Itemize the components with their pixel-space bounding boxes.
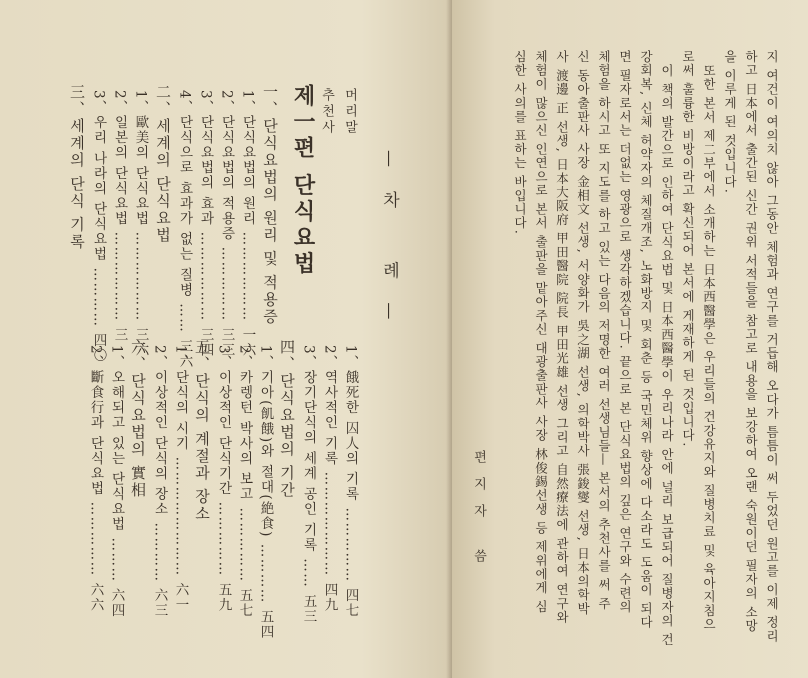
preface-line: 지 여건이 여의치 않아 그동안 체험과 연구를 거듭해 오다가 틈틈이 써 두었던 원고를 이제 정리 [764, 50, 780, 644]
preface-line: 하고 日本에서 출간된 신간 권위 서적들을 참고로 내용을 보강하여 오랜 숙원이던 필자의 소망 [743, 50, 759, 633]
preface-line: 이 책의 발간으로 인하여 단식요법 및 日本西醫學이 우리나라 안에 널리 보급되어 질병자의 건 [659, 64, 675, 647]
toc-entry: 1、단식요법의 원리 ……………… 一六 [239, 90, 256, 358]
toc-entry: 2、일본의 단식요법 ……………… 三 [111, 90, 128, 343]
part-title: 제一편 단식요법 [290, 84, 316, 278]
toc-entry: 1、餓死한 囚人의 기록 …………… 四七 [342, 345, 359, 619]
preface-line: 을 이루게 된 것입니다. [722, 50, 738, 194]
toc-entry: 4、단식으로 효과가 없는 질병 …… 三六 [176, 90, 193, 370]
preface-line: 체험이 많으신 인연으로 본서 출판을 맡아주신 대광출판사 사장 林俊錫선생 등 제위에게 심 [533, 50, 549, 614]
preface-line: 로써 훌륭한 비방이라고 확신되어 본서에 게재하게 된 것입니다. [680, 50, 696, 448]
toc-entry: 2、단식요법의 적용증 …………… 三三 [218, 90, 235, 358]
toc-entry: 3、이상적인 단식기간 …………… 五九 [215, 345, 232, 613]
toc-entry: 2、카렝턴 박사의 보고 …………… 五七 [236, 345, 253, 619]
toc-entry: 1、기아(飢餓)와 절대(絶食) ………… 五四 [257, 345, 274, 640]
front-matter-preface: 머리말 [342, 88, 357, 136]
section-heading-6: 六、단식요법의 實相 [129, 339, 147, 499]
preface-signature: 편지자 씀 [471, 450, 486, 577]
toc-entry: 2、이상적인 단식의 장소 ………… 六三 [151, 345, 168, 619]
toc-entry: 1、단식의 시기 …………………… 六一 [172, 345, 189, 613]
toc-title: —차 례— [379, 150, 399, 344]
toc-entry: 2、역사적인 기록 ………………… 四九 [321, 345, 338, 613]
front-matter-recommendation: 추천사 [319, 88, 334, 136]
preface-line: 심한 사의를 표하는 바입니다. [512, 50, 528, 236]
section-heading-5: 五、단식의 계절과 장소 [193, 339, 211, 523]
section-heading-3: 三、세계의 단식 기록 [68, 84, 86, 251]
toc-entry: 3、단식요법의 효과 ……………… 三四 [197, 90, 214, 358]
toc-entry: 1、歐美의 단식요법 ……………… 三六 [132, 90, 149, 358]
section-heading-2: 二、세계의 단식요법 [154, 84, 172, 244]
toc-entry: 3、우리 나라의 단식요법 ………… 四〇 [90, 90, 107, 364]
toc-entry: 2、斷食行과 단식요법 …………… 六六 [87, 345, 104, 613]
preface-line: 사 渡邊 正 선생, 日本大阪府 甲田醫院 院長 甲田光雄 선생 그리고 自然療法에 관하여 연구와 [554, 50, 570, 625]
section-heading-4: 四、단식요법의 기간 [278, 339, 296, 499]
preface-line: 체험을 하시고 또 지도를 하고 있는 다음의 저명한 여러 선생님들— 본서의 추천사를 써 주 [596, 50, 612, 611]
preface-line: 면 필자로서는 더없는 영광으로 생각하겠습니다. 끝으로 본 단식요법의 깊은 연구와 수련의 [617, 50, 633, 614]
section-heading-1: 一、단식요법의 원리 및 적용증 [261, 84, 279, 326]
preface-line: 강회복, 신체 허약자의 체질개조, 노화방지 및 회춘 등 국민체위 향상에 다소라도 도움이 되다 [638, 50, 654, 630]
preface-line: 또한 본서 제二부에서 소개하는 日本西醫學은 우리들의 건강유지와 질병치료 및 육아지침으 [701, 64, 717, 632]
toc-entry: 3、장기단식의 세계 공인 기록 …… 五三 [300, 345, 317, 625]
preface-page [452, 0, 808, 678]
toc-entry: 1、오해되고 있는 단식요법 ……… 六四 [108, 345, 125, 619]
preface-line: 신 동아출판사 사장 金相文 선생, 서양화가 吳之湖 선생, 의학박사 張鋑燮 선생, 日本의학박 [575, 50, 591, 616]
